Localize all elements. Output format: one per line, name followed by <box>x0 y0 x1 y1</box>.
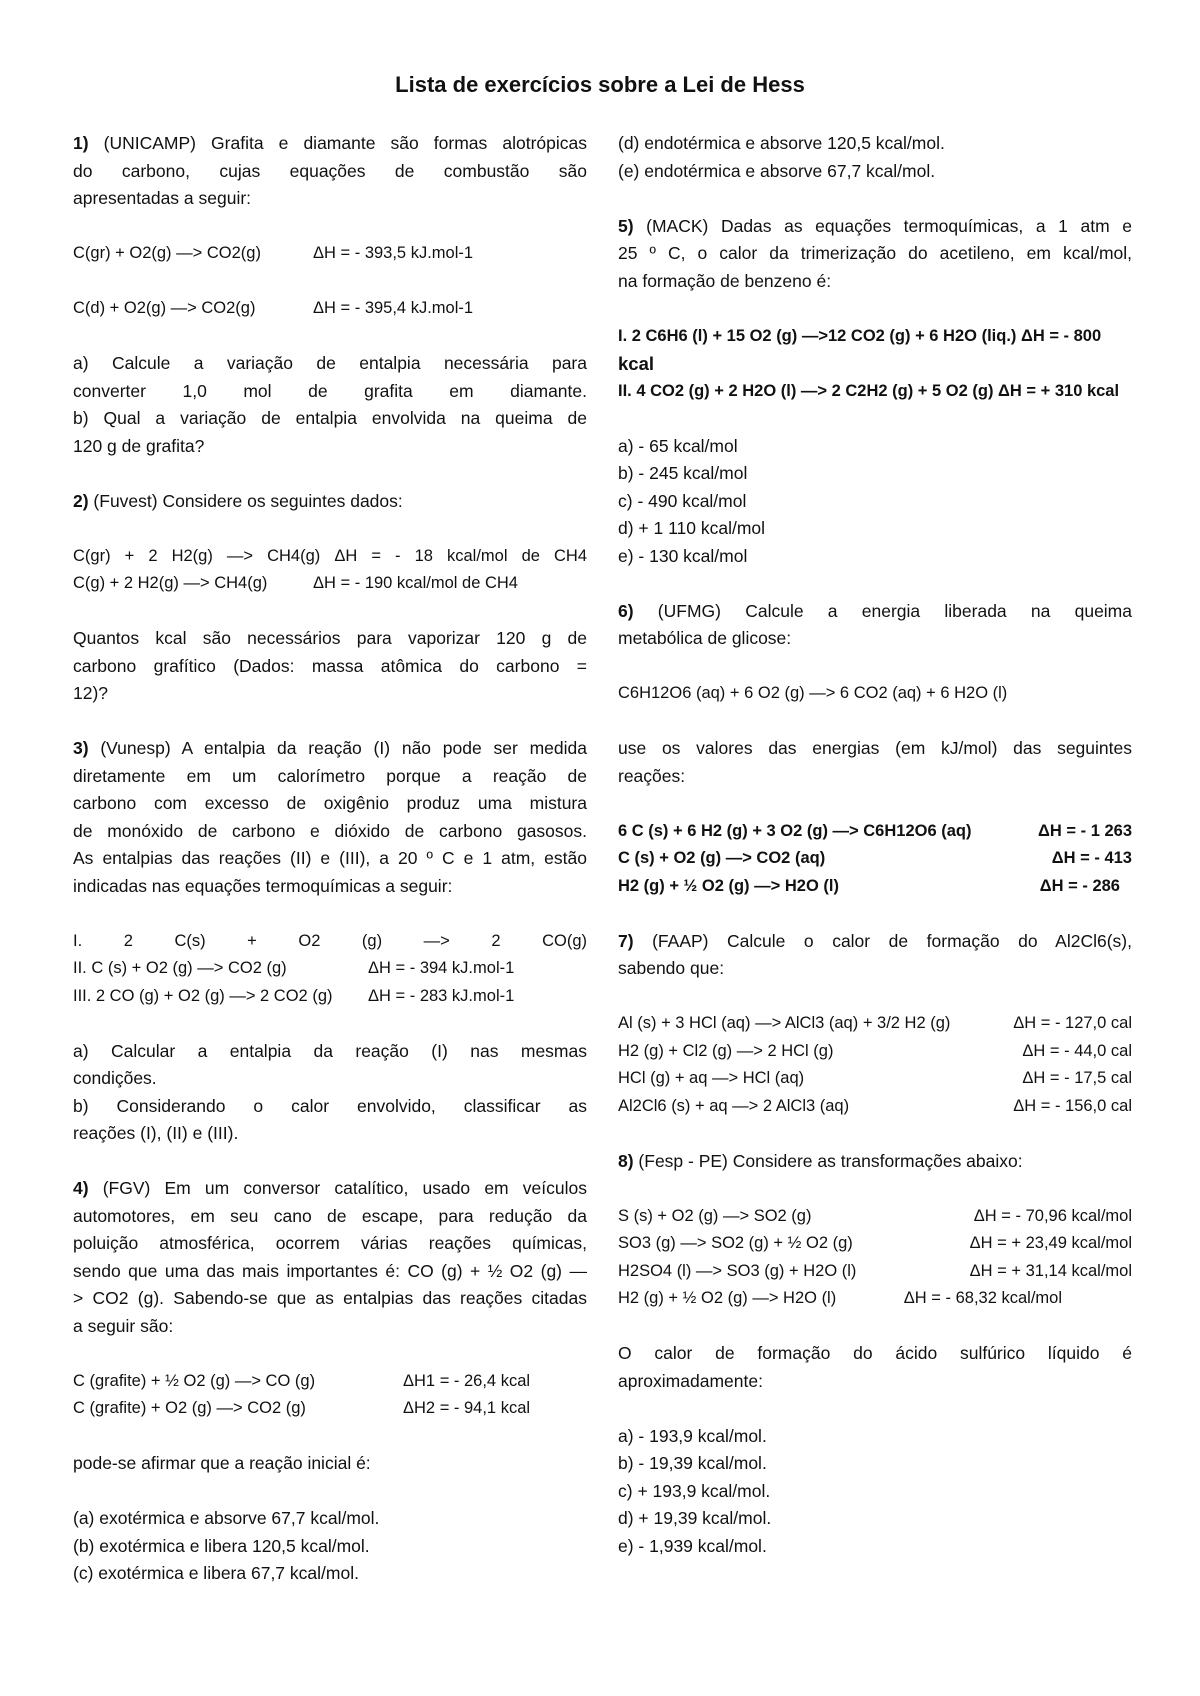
equation: I. 2 C6H6 (l) + 15 O2 (g) —>12 CO2 (g) + 6 H2O (liq.) ΔH = - 800 <box>618 326 1102 345</box>
question-number: 6) <box>618 600 634 621</box>
equation: kcal <box>618 353 655 374</box>
equation <box>618 1010 1132 1038</box>
equation-enthalpy: ΔH = - 156,0 cal <box>1013 1096 1132 1115</box>
equation-reaction: C (grafite) + O2 (g) —> CO2 (g) <box>73 1399 306 1417</box>
equation: C6H12O6 (aq) + 6 O2 (g) —> 6 CO2 (aq) + 6 H2O (l) <box>618 684 1008 702</box>
question-7 <box>618 928 1132 1121</box>
equation-enthalpy: ΔH = - 17,5 cal <box>1022 1069 1132 1087</box>
equation-enthalpy: ΔH = - 394 kJ.mol-1 <box>368 959 515 977</box>
equation-reaction: II. C (s) + O2 (g) —> CO2 (g) <box>73 959 287 977</box>
question-text: sendo que uma das mais importantes é: CO (g) + ½ O2 (g) — <box>73 1260 587 1281</box>
equation-enthalpy: ΔH = + 23,49 kcal/mol <box>969 1234 1132 1252</box>
question-3 <box>73 735 587 1148</box>
question-text: (UNICAMP) Grafita e diamante são formas alotrópicas <box>88 133 587 153</box>
question-number: 5) <box>618 215 634 236</box>
question-text: 12)? <box>73 683 109 703</box>
question-item: reações (I), (II) e (III). <box>73 1123 239 1143</box>
question-number: 4) <box>73 1178 89 1198</box>
equation <box>73 983 587 1011</box>
answer-option: (e) endotérmica e absorve 67,7 kcal/mol. <box>618 160 936 181</box>
question-number: 2) <box>73 490 89 511</box>
answer-option: e) - 1,939 kcal/mol. <box>618 1535 767 1556</box>
equation-enthalpy: ΔH1 = - 26,4 kcal <box>403 1371 531 1390</box>
question-text: O calor de formação do ácido sulfúrico líquido é <box>618 1343 1132 1363</box>
question-text: pode-se afirmar que a reação inicial é: <box>73 1453 371 1473</box>
question-text: use os valores das energias (em kJ/mol) das seguintes <box>618 738 1132 758</box>
answer-option: b) - 19,39 kcal/mol. <box>618 1453 767 1473</box>
answer-option: e) - 130 kcal/mol <box>618 545 748 566</box>
question-text: carbono grafítico (Dados: massa atômica do carbono = <box>73 655 587 676</box>
equation-reaction: Al2Cl6 (s) + aq —> 2 AlCl3 (aq) <box>618 1096 850 1115</box>
equation-enthalpy: ΔH = - 395,4 kJ.mol-1 <box>313 299 474 317</box>
question-text: de monóxido de carbono e dióxido de carbono gasosos. <box>73 820 587 841</box>
question-4-continued <box>618 130 1132 185</box>
equation-reaction: H2 (g) + Cl2 (g) —> 2 HCl (g) <box>618 1041 834 1060</box>
equation <box>618 1258 1132 1286</box>
question-text: > CO2 (g). Sabendo-se que as entalpias das reações citadas <box>73 1288 587 1308</box>
question-number: 1) <box>73 133 89 153</box>
question-text: indicadas nas equações termoquímicas a seguir: <box>73 875 453 896</box>
equation-reaction: III. 2 CO (g) + O2 (g) —> 2 CO2 (g) <box>73 986 333 1005</box>
question-text: poluição atmosférica, ocorrem várias reações químicas, <box>73 1233 587 1253</box>
equation <box>618 845 1132 873</box>
answer-option: (b) exotérmica e libera 120,5 kcal/mol. <box>73 1535 370 1556</box>
equation <box>618 1093 1132 1121</box>
question-text: As entalpias das reações (II) e (III), a 20 º C e 1 atm, estão <box>73 848 587 868</box>
equation <box>618 873 1132 901</box>
answer-option: c) - 490 kcal/mol <box>618 490 747 511</box>
equation-reaction: C (s) + O2 (g) —> CO2 (aq) <box>618 849 826 867</box>
question-4 <box>73 1175 587 1588</box>
question-text: (FGV) Em um conversor catalítico, usado em veículos <box>88 1178 587 1198</box>
equation <box>73 1368 587 1396</box>
equation <box>618 1230 1132 1258</box>
equation-enthalpy: ΔH = - 1 263 <box>1038 821 1132 840</box>
question-text: na formação de benzeno é: <box>618 270 832 291</box>
question-text: do carbono, cujas equações de combustão são <box>73 160 587 181</box>
equation-reaction: C(g) + 2 H2(g) —> CH4(g) <box>73 574 268 592</box>
question-text: aproximadamente: <box>618 1370 763 1391</box>
question-item: a) Calcular a entalpia da reação (I) nas mesmas <box>73 1040 587 1061</box>
question-text: carbono com excesso de oxigênio produz uma mistura <box>73 793 587 813</box>
equation: C(gr) + 2 H2(g) —> CH4(g) ΔH = - 18 kcal/mol de CH4 <box>73 546 587 565</box>
equation <box>618 1203 1132 1231</box>
equation-reaction: HCl (g) + aq —> HCl (aq) <box>618 1069 805 1087</box>
equation <box>73 295 587 323</box>
question-item: condições. <box>73 1068 157 1088</box>
equation-reaction: H2 (g) + ½ O2 (g) —> H2O (l) <box>618 1289 837 1307</box>
answer-option: d) + 1 110 kcal/mol <box>618 518 766 538</box>
equation-enthalpy: ΔH = - 68,32 kcal/mol <box>903 1289 1062 1307</box>
question-text: Quantos kcal são necessários para vaporizar 120 g de <box>73 628 587 648</box>
answer-option: a) - 193,9 kcal/mol. <box>618 1425 767 1446</box>
question-text: apresentadas a seguir: <box>73 188 252 208</box>
equation <box>618 818 1132 846</box>
equation <box>618 1038 1132 1066</box>
equation-reaction: SO3 (g) —> SO2 (g) + ½ O2 (g) <box>618 1234 853 1252</box>
equation <box>618 1285 1132 1313</box>
equation-reaction: C (grafite) + ½ O2 (g) —> CO (g) <box>73 1371 316 1390</box>
question-5 <box>618 213 1132 571</box>
question-text: (MACK) Dadas as equações termoquímicas, a 1 atm e <box>633 215 1132 236</box>
equation-reaction: H2 (g) + ½ O2 (g) —> H2O (l) <box>618 876 839 895</box>
equation-reaction: 6 C (s) + 6 H2 (g) + 3 O2 (g) —> C6H12O6 (aq) <box>618 821 972 840</box>
equation-enthalpy: ΔH = - 127,0 cal <box>1013 1014 1132 1032</box>
question-text: diretamente em um calorímetro porque a reação de <box>73 765 587 786</box>
equation-enthalpy: ΔH = - 286 <box>1039 876 1120 895</box>
equation-reaction: H2SO4 (l) —> SO3 (g) + H2O (l) <box>618 1261 857 1280</box>
equation-enthalpy: ΔH = - 190 kcal/mol de CH4 <box>313 574 518 592</box>
question-item: 120 g de grafita? <box>73 435 205 456</box>
equation-enthalpy: ΔH = - 393,5 kJ.mol-1 <box>313 244 474 262</box>
equation: I. 2 C(s) + O2 (g) —> 2 CO(g) <box>73 931 587 950</box>
question-text: automotores, em seu cano de escape, para redução da <box>73 1205 587 1226</box>
question-text: (Vunesp) A entalpia da reação (I) não pode ser medida <box>88 738 587 758</box>
answer-option: d) + 19,39 kcal/mol. <box>618 1508 772 1528</box>
equation-reaction: S (s) + O2 (g) —> SO2 (g) <box>618 1206 812 1225</box>
equation-enthalpy: ΔH = + 31,14 kcal/mol <box>969 1261 1132 1280</box>
question-text: 25 º C, o calor da trimerização do acetileno, em kcal/mol, <box>618 243 1132 263</box>
equation <box>73 240 587 268</box>
question-text: a seguir são: <box>73 1315 174 1336</box>
question-text: (UFMG) Calcule a energia liberada na queima <box>633 600 1132 621</box>
equation-enthalpy: ΔH = - 70,96 kcal/mol <box>973 1206 1132 1225</box>
equation <box>618 1065 1132 1093</box>
question-item: b) Considerando o calor envolvido, classificar as <box>73 1095 587 1116</box>
equation-enthalpy: ΔH = - 44,0 cal <box>1022 1041 1132 1060</box>
equation: II. 4 CO2 (g) + 2 H2O (l) —> 2 C2H2 (g) + 5 O2 (g) ΔH = + 310 kcal <box>618 381 1120 400</box>
left-column <box>73 130 587 1588</box>
answer-option: (c) exotérmica e libera 67,7 kcal/mol. <box>73 1563 359 1583</box>
answer-option: c) + 193,9 kcal/mol. <box>618 1480 771 1501</box>
equation-reaction: C(gr) + O2(g) —> CO2(g) <box>73 244 261 262</box>
equation <box>73 570 587 598</box>
question-1 <box>73 130 587 460</box>
equation-enthalpy: ΔH = - 413 <box>1051 849 1132 867</box>
equation-reaction: C(d) + O2(g) —> CO2(g) <box>73 299 256 317</box>
answer-option: (d) endotérmica e absorve 120,5 kcal/mol. <box>618 133 945 153</box>
equation <box>73 955 587 983</box>
question-text: (FAAP) Calcule o calor de formação do Al2Cl6(s), <box>633 930 1132 951</box>
question-text: sabendo que: <box>618 958 725 978</box>
equation-reaction: Al (s) + 3 HCl (aq) —> AlCl3 (aq) + 3/2 H2 (g) <box>618 1014 951 1032</box>
question-item: converter 1,0 mol de grafita em diamante. <box>73 380 587 401</box>
answer-option: (a) exotérmica e absorve 67,7 kcal/mol. <box>73 1508 380 1528</box>
question-text: (Fesp - PE) Considere as transformações abaixo: <box>633 1150 1023 1171</box>
question-number: 8) <box>618 1150 634 1171</box>
question-6 <box>618 598 1132 901</box>
question-text: reações: <box>618 765 686 786</box>
equation <box>73 1395 587 1423</box>
question-8 <box>618 1148 1132 1561</box>
question-number: 7) <box>618 930 634 951</box>
question-item: b) Qual a variação de entalpia envolvida na queima de <box>73 408 587 428</box>
equation-enthalpy: ΔH = - 283 kJ.mol-1 <box>368 986 515 1005</box>
question-number: 3) <box>73 738 89 758</box>
question-item: a) Calcule a variação de entalpia necessária para <box>73 353 587 373</box>
right-column <box>618 130 1132 1560</box>
answer-option: a) - 65 kcal/mol <box>618 435 738 456</box>
question-2 <box>73 488 587 708</box>
page-title: Lista de exercícios sobre a Lei de Hess <box>395 72 805 97</box>
question-text: metabólica de glicose: <box>618 628 792 648</box>
answer-option: b) - 245 kcal/mol <box>618 463 748 483</box>
equation-enthalpy: ΔH2 = - 94,1 kcal <box>403 1399 531 1417</box>
question-text: (Fuvest) Considere os seguintes dados: <box>88 490 403 511</box>
